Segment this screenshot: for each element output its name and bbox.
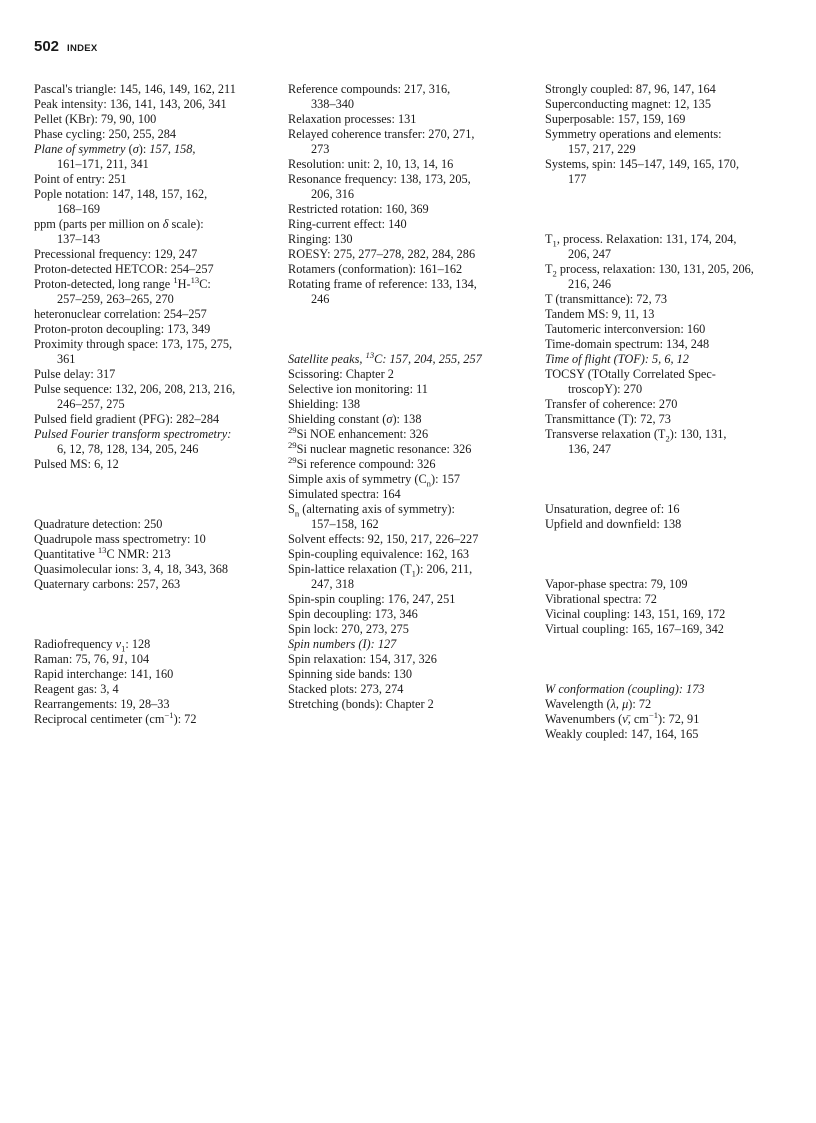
index-entry: Selective ion monitoring: 11	[288, 382, 428, 396]
index-entry: Transfer of coherence: 270	[545, 397, 678, 411]
index-entry: Proton-detected HETCOR: 254–257	[34, 262, 214, 276]
index-entry: ROESY: 275, 277–278, 282, 284, 286	[288, 247, 476, 261]
index-entry: Pople notation: 147, 148, 157, 162, 168–169	[34, 187, 208, 216]
index-entry: Spin relaxation: 154, 317, 326	[288, 652, 437, 666]
index-entry: Raman: 75, 76, 91, 104	[34, 652, 150, 666]
index-entry: $^{29}$Si NOE enhancement: 326	[288, 424, 429, 441]
index-entry: Reference compounds: 217, 316, 338–340	[288, 82, 451, 111]
index-entry: $^{29}$Si nuclear magnetic resonance: 326	[288, 439, 472, 456]
index-entry: Tautomeric interconversion: 160	[545, 322, 706, 336]
index-entry: W conformation (coupling): 173	[545, 682, 705, 696]
letter-group-gap	[545, 187, 790, 232]
index-entry: Resonance frequency: 138, 173, 205, 206, 316	[288, 172, 471, 201]
index-entry: Shielding: 138	[288, 397, 361, 411]
index-entry: Pulsed Fourier transform spectrometry: 6, 12, 78, 128, 134, 205, 246	[34, 427, 232, 456]
index-entry: Proton-proton decoupling: 173, 349	[34, 322, 211, 336]
page-number: 502	[34, 38, 60, 55]
index-entry: Satellite peaks, $^{13}$C: 157, 204, 255, 257	[288, 349, 482, 366]
index-entry: Superposable: 157, 159, 169	[545, 112, 686, 126]
index-entry: Precessional frequency: 129, 247	[34, 247, 198, 261]
index-entry: Quadrupole mass spectrometry: 10	[34, 532, 206, 546]
index-entry: Ring-current effect: 140	[288, 217, 407, 231]
index-entry: Transverse relaxation $(T_2)$: 130, 131, 136, 247	[545, 427, 727, 456]
index-entry: Reciprocal centimeter $(cm^{-1})$: 72	[34, 709, 197, 726]
index-entry: Pulse delay: 317	[34, 367, 116, 381]
letter-group-gap	[545, 637, 790, 682]
index-entry: Phase cycling: 250, 255, 284	[34, 127, 177, 141]
index-entry: Pulsed MS: 6, 12	[34, 457, 119, 471]
index-entry: Unsaturation, degree of: 16	[545, 502, 680, 516]
index-entry: Proton-detected, long range $^1$H-$^{13}$C: 257–259, 263–265, 270	[34, 274, 211, 306]
index-entry: Vicinal coupling: 143, 151, 169, 172	[545, 607, 726, 621]
index-entry: Stretching (bonds): Chapter 2	[288, 697, 434, 711]
index-entry: Rapid interchange: 141, 160	[34, 667, 174, 681]
index-entry: Resolution: unit: 2, 10, 13, 14, 16	[288, 157, 454, 171]
index-entry: Rearrangements: 19, 28–33	[34, 697, 170, 711]
index-entry: Proximity through space: 173, 175, 275, 361	[34, 337, 233, 366]
index-entry: Spin-lattice relaxation $(T_1)$: 206, 211, 247, 318	[288, 562, 473, 591]
index-entry: Relayed coherence transfer: 270, 271, 273	[288, 127, 475, 156]
page-header	[34, 38, 98, 55]
index-entry: $T_2$ process, relaxation: 130, 131, 205, 206, 216, 246	[545, 262, 754, 291]
index-entry: Time of flight (TOF): 5, 6, 12	[545, 352, 689, 366]
index-entry: Symmetry operations and elements: 157, 217, 229	[545, 127, 722, 156]
index-entry: T (transmittance): 72, 73	[545, 292, 668, 306]
index-entry: Weakly coupled: 147, 164, 165	[545, 727, 699, 741]
index-entry: Strongly coupled: 87, 96, 147, 164	[545, 82, 716, 96]
index-entry: heteronuclear correlation: 254–257	[34, 307, 207, 321]
index-entry: Tandem MS: 9, 11, 13	[545, 307, 655, 321]
index-entry: Spin-spin coupling: 176, 247, 251	[288, 592, 456, 606]
index-entry: $^{29}$Si reference compound: 326	[288, 454, 436, 471]
index-entry: Virtual coupling: 165, 167–169, 342	[545, 622, 724, 636]
left-column	[34, 82, 274, 727]
index-entry: Vapor-phase spectra: 79, 109	[545, 577, 688, 591]
index-entry: Spin-coupling equivalence: 162, 163	[288, 547, 470, 561]
index-entry: ppm (parts per million on δ scale): 137–143	[34, 217, 204, 246]
index-entry: Point of entry: 251	[34, 172, 127, 186]
index-entry: Transmittance (T): 72, 73	[545, 412, 671, 426]
index-entry: Radiofrequency $\nu_1$: 128	[34, 637, 151, 654]
index-entry: Simulated spectra: 164	[288, 487, 401, 501]
index-entry: Spin decoupling: 173, 346	[288, 607, 418, 621]
index-entry: Solvent effects: 92, 150, 217, 226–227	[288, 532, 479, 546]
letter-group-gap	[34, 592, 274, 637]
index-entry: Shielding constant (σ): 138	[288, 412, 422, 426]
index-entry: Restricted rotation: 160, 369	[288, 202, 429, 216]
middle-column	[288, 82, 528, 712]
running-head: INDEX	[67, 43, 98, 54]
index-entry: Spin lock: 270, 273, 275	[288, 622, 409, 636]
letter-group-gap	[545, 457, 790, 502]
index-entry: Rotating frame of reference: 133, 134, 246	[288, 277, 477, 306]
index-entry: Simple axis of symmetry $(C_n)$: 157	[288, 472, 461, 489]
index-entry: Pulse sequence: 132, 206, 208, 213, 216, 246–257, 275	[34, 382, 236, 411]
index-entry: Pellet (KBr): 79, 90, 100	[34, 112, 157, 126]
index-entry: Stacked plots: 273, 274	[288, 682, 404, 696]
right-column	[545, 82, 790, 742]
index-entry: Quantitative $^{13}$C NMR: 213	[34, 544, 171, 561]
index-entry: Scissoring: Chapter 2	[288, 367, 394, 381]
index-entry: Spinning side bands: 130	[288, 667, 412, 681]
letter-group-gap	[34, 472, 274, 517]
index-entry: Reagent gas: 3, 4	[34, 682, 119, 696]
index-entry: Relaxation processes: 131	[288, 112, 417, 126]
index-entry: Time-domain spectrum: 134, 248	[545, 337, 710, 351]
index-entry: Systems, spin: 145–147, 149, 165, 170, 177	[545, 157, 740, 186]
index-entry: Pulsed field gradient (PFG): 282–284	[34, 412, 220, 426]
index-entry: Rotamers (conformation): 161–162	[288, 262, 463, 276]
index-entry: Superconducting magnet: 12, 135	[545, 97, 711, 111]
index-entry: $S_n$ (alternating axis of symmetry): 157–158, 162	[288, 502, 455, 531]
index-entry: TOCSY (TOtally Correlated Spec- troscopY): 270	[545, 367, 716, 396]
index-entry: Ringing: 130	[288, 232, 353, 246]
index-entry: Quaternary carbons: 257, 263	[34, 577, 181, 591]
index-entry: Spin numbers (I): 127	[288, 637, 397, 651]
index-entry: Quasimolecular ions: 3, 4, 18, 343, 368	[34, 562, 228, 576]
letter-group-gap	[288, 307, 528, 352]
index-entry: Plane of symmetry (σ): 157, 158, 161–171, 211, 341	[34, 142, 196, 171]
index-entry: Wavelength (λ, μ): 72	[545, 697, 652, 711]
index-entry: Quadrature detection: 250	[34, 517, 163, 531]
index-entry: Pascal's triangle: 145, 146, 149, 162, 211	[34, 82, 236, 96]
letter-group-gap	[545, 532, 790, 577]
index-entry: Wavenumbers (ν̄, $cm^{-1}$): 72, 91	[545, 709, 700, 726]
index-entry: Upfield and downfield: 138	[545, 517, 682, 531]
index-entry: Peak intensity: 136, 141, 143, 206, 341	[34, 97, 227, 111]
index-entry: $T_1$, process. Relaxation: 131, 174, 204, 206, 247	[545, 232, 737, 261]
index-entry: Vibrational spectra: 72	[545, 592, 657, 606]
